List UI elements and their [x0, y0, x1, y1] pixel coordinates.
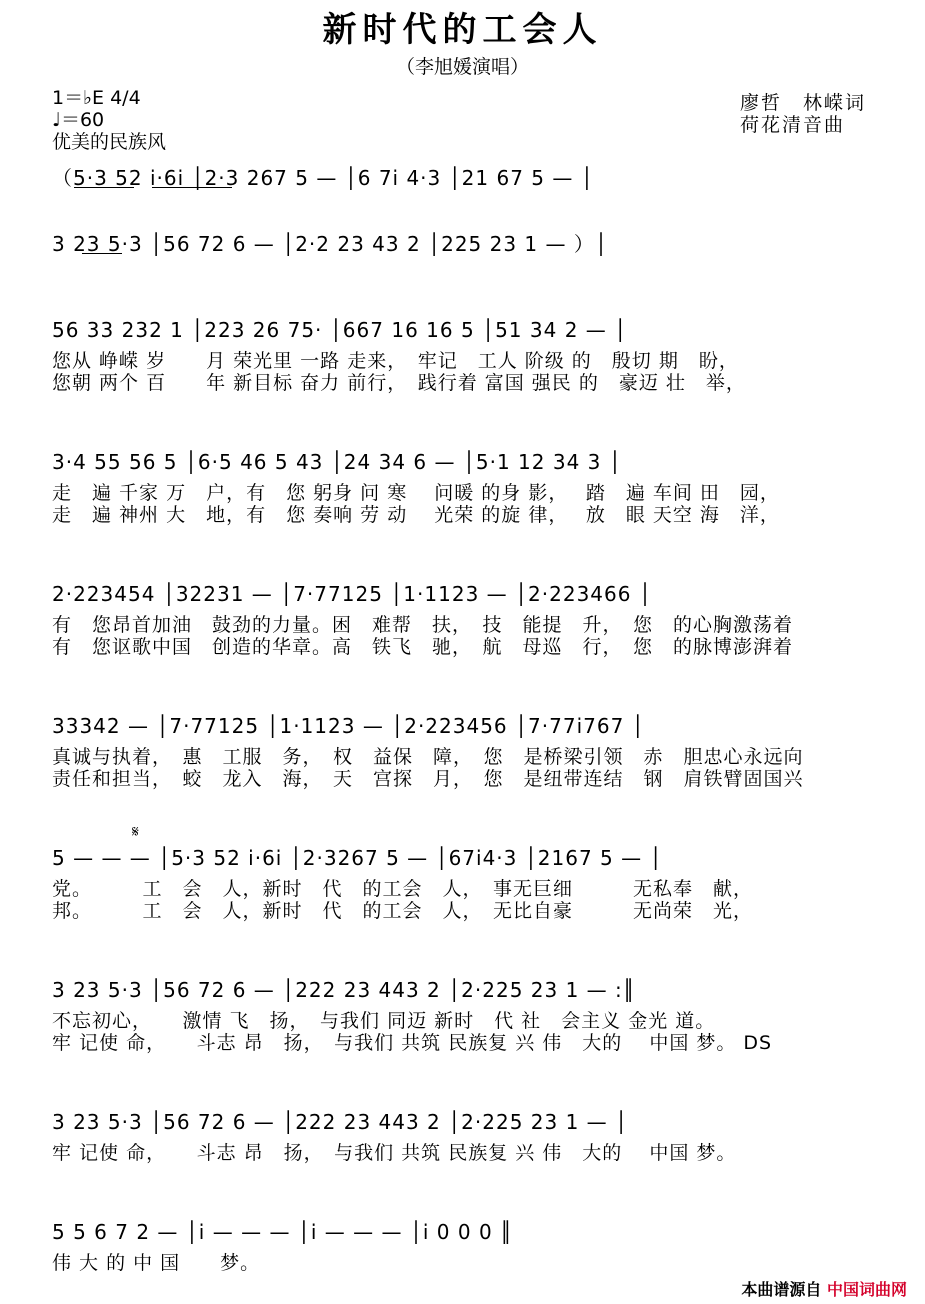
lyricist-credit: 廖哲 林嵘词	[740, 92, 867, 114]
lyrics-verse-1: 有 您昂首加油 鼓劲的力量。困 难帮 扶， 技 能提 升， 您 的心胸激荡着	[52, 614, 794, 636]
beam-line	[152, 187, 232, 188]
score-row-2	[52, 228, 882, 288]
lyrics-verse-2: 邦。 工 会 人，新时 代 的工会 人， 无比自豪 无尚荣 光，	[52, 900, 754, 922]
notation-line: 3 23 5·3 │56 72 6 — │222 23 443 2 │2·225 23 1 — :║	[52, 978, 636, 1002]
score-row-5	[52, 582, 882, 658]
beam-line	[82, 253, 122, 254]
score-row-10	[52, 1220, 882, 1280]
score-row-1	[52, 162, 882, 222]
lyrics-verse-2: 您朝 两个 百 年 新目标 奋力 前行， 践行着 富国 强民 的 豪迈 壮 举，	[52, 372, 746, 394]
score-row-8	[52, 978, 882, 1054]
beam-line	[74, 187, 134, 188]
score-row-3	[52, 318, 882, 394]
notation-line: 5 — — — │5·3 52 i·6i │2·3267 5 — │67i4·3 │2167 5 — │	[52, 846, 663, 870]
singer-credit: （李旭媛演唱）	[395, 56, 529, 78]
score-row-4	[52, 450, 882, 526]
notation-line: 5 5 6 7 2 — │i — — — │i — — — │i 0 0 0 ║	[52, 1220, 514, 1244]
score-row-6	[52, 714, 882, 790]
notation-line: 2·223454 │32231 — │7·77125 │1·1123 — │2·223466 │	[52, 582, 652, 606]
lyrics-verse-1: 真诚与执着， 惠 工服 务， 权 益保 障， 您 是桥梁引领 赤 胆忠心永远向	[52, 746, 804, 768]
song-title: 新时代的工会人	[322, 10, 603, 50]
notation-line: 3 23 5·3 │56 72 6 — │2·2 23 43 2 │225 23 1 — ）│	[52, 232, 608, 256]
lyrics-line: 牢 记使 命， 斗志 昂 扬， 与我们 共筑 民族复 兴 伟 大的 中国 梦。	[52, 1142, 737, 1164]
lyrics-verse-1: 不忘初心， 激情 飞 扬， 与我们 同迈 新时 代 社 会主义 金光 道。	[52, 1010, 716, 1032]
source-site-link[interactable]: 中国词曲网	[826, 1280, 907, 1299]
lyrics-verse-1: 走 遍 千家 万 户，有 您 躬身 问 寒 问暖 的身 影， 踏 遍 车间 田 园，	[52, 482, 780, 504]
lyrics-verse-2: 牢 记使 命， 斗志 昂 扬， 与我们 共筑 民族复 兴 伟 大的 中国 梦。 DS	[52, 1032, 773, 1054]
notation-line: （5·3 52 i·6i │2·3 267 5 — │6 7i 4·3 │21 67 5 — │	[52, 166, 594, 190]
source-label: 本曲谱源自	[741, 1280, 822, 1299]
style-marking: 优美的民族风	[52, 131, 167, 153]
lyrics-verse-1: 您从 峥嵘 岁 月 荣光里 一路 走来， 牢记 工人 阶级 的 殷切 期 盼，	[52, 350, 739, 372]
notation-line: 3 23 5·3 │56 72 6 — │222 23 443 2 │2·225 23 1 — │	[52, 1110, 629, 1134]
notation-line: 33342 — │7·77125 │1·1123 — │2·223456 │7·77i767 │	[52, 714, 645, 738]
lyrics-verse-2: 走 遍 神州 大 地，有 您 奏响 劳 动 光荣 的旋 律， 放 眼 天空 海 洋，	[52, 504, 780, 526]
notation-line: 56 33 232 1 │223 26 75· │667 16 16 5 │51 34 2 — │	[52, 318, 628, 342]
lyrics-verse-2: 责任和担当， 蛟 龙入 海， 天 宫探 月， 您 是纽带连结 钢 肩铁臂固国兴	[52, 768, 804, 790]
lyrics-verse-2: 有 您讴歌中国 创造的华章。高 铁飞 驰， 航 母巡 行， 您 的脉博澎湃着	[52, 636, 794, 658]
key-signature: 1＝♭E 4/4	[52, 87, 141, 109]
composer-credit: 荷花清音曲	[740, 114, 846, 136]
score-row-9	[52, 1110, 882, 1170]
segno-mark: 𝄋	[132, 822, 139, 841]
source-footer	[741, 1277, 907, 1300]
tempo-marking: ♩＝60	[52, 109, 105, 131]
lyrics-verse-1: 党。 工 会 人，新时 代 的工会 人， 事无巨细 无私奉 献，	[52, 878, 754, 900]
notation-line: 3·4 55 56 5 │6·5 46 5 43 │24 34 6 — │5·1 12 34 3 │	[52, 450, 622, 474]
score-row-7	[52, 846, 882, 922]
lyrics-line: 伟 大 的 中 国 梦。	[52, 1252, 261, 1274]
